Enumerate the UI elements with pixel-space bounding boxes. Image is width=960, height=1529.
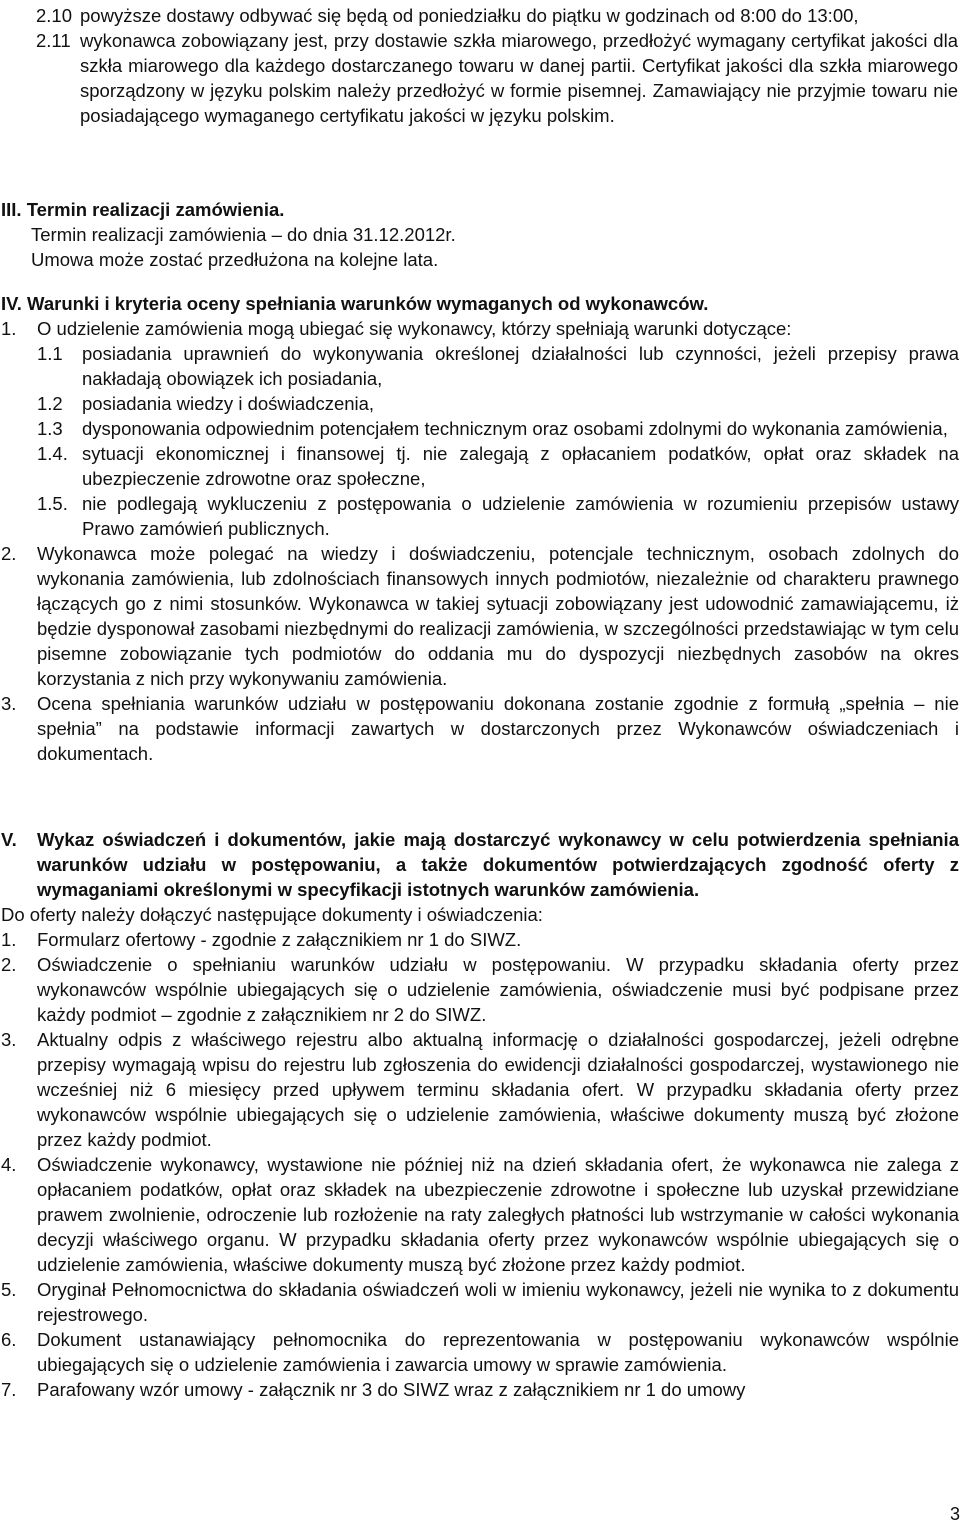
section-heading: III. Termin realizacji zamówienia. bbox=[1, 199, 285, 220]
item-number: 4. bbox=[1, 1154, 17, 1175]
item-text: Ocena spełniania warunków udziału w postępowaniu dokonana zostanie zgodnie z formułą „spełnia – nie spełnia” na podstawie informacji zawartych w dostarczonych przez Wykonawców oświadczeniach i dokumentach. bbox=[37, 693, 959, 764]
item-number: 2. bbox=[1, 543, 17, 564]
sub-list-item bbox=[1, 341, 959, 391]
item-number: 5. bbox=[1, 1279, 17, 1300]
item-text: Aktualny odpis z właściwego rejestru albo aktualną informację o działalności gospodarczej, jeżeli odrębne przepisy wymagają wpisu do rejestru lub zgłoszenia do ewidencji działalności gospodarczej, wystawionego nie wcześniej niż 6 miesięcy przed upływem terminu składania ofert. W przypadku składania oferty przez wykonawców wspólnie ubiegających się o udzielenie zamówienia, właściwe dokumenty muszą być złożone przez każdy podmiot. bbox=[37, 1029, 959, 1150]
sub-list-item bbox=[1, 416, 959, 441]
delivery-conditions-list bbox=[36, 3, 958, 128]
item-number: 1.5. bbox=[37, 493, 68, 514]
sub-list-item bbox=[1, 441, 959, 491]
item-text: Parafowany wzór umowy - załącznik nr 3 do SIWZ wraz z załącznikiem nr 1 do umowy bbox=[37, 1379, 746, 1400]
item-text: powyższe dostawy odbywać się będą od poniedziałku do piątku w godzinach od 8:00 do 13:00, bbox=[80, 5, 859, 26]
list-item bbox=[1, 541, 959, 691]
item-text: dysponowania odpowiednim potencjałem technicznym oraz osobami zdolnymi do wykonania zamówienia, bbox=[82, 418, 948, 439]
item-number: 1. bbox=[1, 318, 17, 339]
item-number: 6. bbox=[1, 1329, 17, 1350]
item-number: 1.3 bbox=[37, 418, 63, 439]
list-item bbox=[1, 1152, 959, 1277]
item-number: 2.10 bbox=[36, 5, 73, 26]
list-item bbox=[1, 1327, 959, 1377]
list-item bbox=[1, 1027, 959, 1152]
item-number: 1.2 bbox=[37, 393, 63, 414]
item-text: wykonawca zobowiązany jest, przy dostawie szkła miarowego, przedłożyć wymagany certyfikat jakości dla szkła miarowego dla każdego dostarczanego towaru w danej partii. Certyfikat jakości dla szkła miarowego sporządzony w języku polskim należy przedłożyć w formie pisemnej. Zamawiający nie przyjmie towaru nie posiadającego wymaganego certyfikatu jakości w języku polskim. bbox=[80, 30, 958, 126]
item-number: 3. bbox=[1, 1029, 17, 1050]
section-documents bbox=[1, 827, 959, 1402]
item-number: 1.4. bbox=[37, 443, 68, 464]
sub-list-item bbox=[1, 391, 959, 416]
list-item bbox=[1, 1277, 959, 1327]
sub-list-item bbox=[1, 491, 959, 541]
item-text: Wykonawca może polegać na wiedzy i doświadczeniu, potencjale technicznym, osobach zdolnych do wykonania zamówienia, lub zdolnościach finansowych innych podmiotów, niezależnie od charakteru prawnego łączących go z nimi stosunków. Wykonawca w takiej sytuacji zobowiązany jest udowodnić zamawiającemu, iż będzie dysponował zasobami niezbędnymi do realizacji zamówienia, w szczególności przedstawiając w tym celu pisemne zobowiązanie tych podmiotów do oddania mu do dyspozycji niezbędnych zasobów na okres korzystania z nich przy wykonywaniu zamówienia. bbox=[37, 543, 959, 689]
section-number: V. bbox=[1, 829, 17, 850]
item-text: Oryginał Pełnomocnictwa do składania oświadczeń woli w imieniu wykonawcy, jeżeli nie wynika to z dokumentu rejestrowego. bbox=[37, 1279, 959, 1325]
item-text: sytuacji ekonomicznej i finansowej tj. nie zalegają z opłacaniem podatków, opłat oraz składek na ubezpieczenie zdrowotne oraz społeczne, bbox=[82, 443, 959, 489]
section-heading bbox=[1, 827, 959, 902]
item-text: Dokument ustanawiający pełnomocnika do reprezentowania w postępowaniu wykonawców wspólnie ubiegających się o udzielenie zamówienia i zawarcia umowy w sprawie zamówienia. bbox=[37, 1329, 959, 1375]
list-item bbox=[36, 28, 958, 128]
item-text: Formularz ofertowy - zgodnie z załącznikiem nr 1 do SIWZ. bbox=[37, 929, 522, 950]
item-number: 1. bbox=[1, 929, 17, 950]
list-item bbox=[1, 927, 959, 952]
paragraph-line: Umowa może zostać przedłużona na kolejne lata. bbox=[31, 249, 439, 270]
list-item bbox=[1, 316, 959, 341]
item-text: Oświadczenie o spełnianiu warunków udziału w postępowaniu. W przypadku składania oferty przez wykonawców wspólnie ubiegających się o udzielenie zamówienia, oświadczenie musi być podpisane przez każdy podmiot – zgodnie z załącznikiem nr 2 do SIWZ. bbox=[37, 954, 959, 1025]
item-text: O udzielenie zamówienia mogą ubiegać się wykonawcy, którzy spełniają warunki dotyczące: bbox=[37, 318, 792, 339]
item-number: 2.11 bbox=[36, 30, 71, 51]
paragraph-line: Termin realizacji zamówienia – do dnia 31.12.2012r. bbox=[31, 224, 456, 245]
list-item bbox=[1, 691, 959, 766]
list-item bbox=[1, 952, 959, 1027]
list-item bbox=[36, 3, 958, 28]
section-intro: Do oferty należy dołączyć następujące dokumenty i oświadczenia: bbox=[1, 904, 543, 925]
section-term bbox=[1, 197, 959, 272]
item-number: 2. bbox=[1, 954, 17, 975]
section-heading-text: Wykaz oświadczeń i dokumentów, jakie mają dostarczyć wykonawcy w celu potwierdzenia spełniania warunków udziału w postępowaniu, a także dokumentów potwierdzających zgodność oferty z wymaganiami określonymi w specyfikacji istotnych warunków zamówienia. bbox=[37, 829, 959, 900]
item-number: 7. bbox=[1, 1379, 17, 1400]
section-heading: IV. Warunki i kryteria oceny spełniania warunków wymaganych od wykonawców. bbox=[1, 293, 709, 314]
page-number: 3 bbox=[949, 1504, 960, 1524]
item-text: nie podlegają wykluczeniu z postępowania o udzielenie zamówienia w rozumieniu przepisów ustawy Prawo zamówień publicznych. bbox=[82, 493, 959, 539]
item-text: posiadania wiedzy i doświadczenia, bbox=[82, 393, 375, 414]
item-text: Oświadczenie wykonawcy, wystawione nie później niż na dzień składania ofert, że wykonawca nie zalega z opłacaniem podatków, opłat oraz składek na ubezpieczenie zdrowotne i społeczne lub uzyskał przewidziane prawem zwolnienie, odroczenie lub rozłożenie na raty zaległych płatności lub wstrzymanie w całości wykonania decyzji właściwego organu. W przypadku składania oferty przez wykonawców wspólnie ubiegających się o udzielenie zamówienia, właściwe dokumenty muszą być złożone przez każdy podmiot. bbox=[37, 1154, 959, 1275]
list-item bbox=[1, 1377, 959, 1402]
item-text: posiadania uprawnień do wykonywania określonej działalności lub czynności, jeżeli przepisy prawa nakładają obowiązek ich posiadania, bbox=[82, 343, 959, 389]
section-conditions bbox=[1, 291, 959, 766]
item-number: 3. bbox=[1, 693, 17, 714]
item-number: 1.1 bbox=[37, 343, 63, 364]
